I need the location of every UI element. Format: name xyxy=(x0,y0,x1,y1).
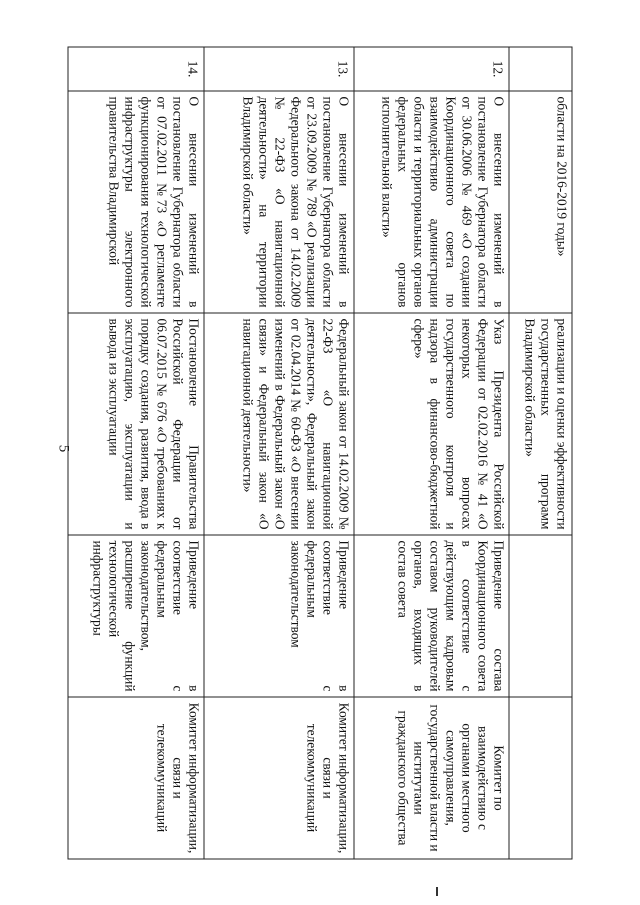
table-row xyxy=(354,47,509,859)
cell-responsible xyxy=(509,697,572,859)
cell-document: О внесении изменений в постановление Губернатора области от 23.09.2009 № 789 «О реализации Федерального закона от 14.02.2009 № 22-ФЗ «О навигационной деятельности» на территории Владимирской области» xyxy=(204,91,354,313)
cell-basis: Постановление Правительства Российской Федерации от 06.07.2015 № 676 «О требованиях к порядку создания, развития, ввода в эксплуатацию, эксплуатации и вывода из эксплуатации xyxy=(68,313,204,535)
cell-basis: Федеральный закон от 14.02.2009 № 22-ФЗ «О навигационной деятельности», Федеральный закон от 02.04.2014 № 60-ФЗ «О внесении изменений в Федеральный закон «О связи» и Федеральный закон «О навигационной деятельности» xyxy=(204,313,354,535)
cell-goal xyxy=(509,535,572,697)
cell-number: 12. xyxy=(354,47,509,91)
table-row xyxy=(204,47,354,859)
cell-responsible: Комитет информатизации, связи и телекоммуникаций xyxy=(68,697,204,859)
cell-goal: Приведение в соответствие с федеральным законодательством, расширение функций технологической инфраструктуры xyxy=(68,535,204,697)
cell-responsible: Комитет по взаимодействию с органами местного самоуправления, государственной власти и институтами гражданского общества xyxy=(354,697,509,859)
cell-goal: Приведение состава Координационного совета в соответствие с действующим кадровым составом руководителей органов, входящих в состав совета xyxy=(354,535,509,697)
cell-document: О внесении изменений в постановление Губернатора области от 30.06.2006 № 469 «О создании Координационного совета по взаимодействию администрации области и территориальных органов федеральных органов исполнительной власти» xyxy=(354,91,509,313)
cell-number xyxy=(509,47,572,91)
cell-document: О внесении изменений в постановление Губернатора области от 07.02.2011 №73 «О регламенте функционирования технологической инфраструктуры электронного правительства Владимирской xyxy=(68,91,204,313)
cell-number: 13. xyxy=(204,47,354,91)
plan-table xyxy=(68,47,573,860)
cell-goal: Приведение в соответствие с федеральным законодательством xyxy=(204,535,354,697)
table-row-continuation xyxy=(509,47,572,859)
rotated-page-content xyxy=(68,47,573,859)
cell-number: 14. xyxy=(68,47,204,91)
cell-responsible: Комитет информатизации, связи и телекоммуникаций xyxy=(204,697,354,859)
cell-basis: реализации и оценки эффективности государственных программ Владимирской области» xyxy=(509,313,572,535)
cell-document: области на 2016-2019 годы» xyxy=(509,91,572,313)
table-row xyxy=(68,47,204,859)
page-number: 5 xyxy=(55,444,72,453)
scan-mark xyxy=(436,887,438,896)
cell-basis: Указ Президента Российской Федерации от 02.02.2016 № 41 «О некоторых вопросах государственного контроля и надзора в финансово-бюджетной сфере» xyxy=(354,313,509,535)
